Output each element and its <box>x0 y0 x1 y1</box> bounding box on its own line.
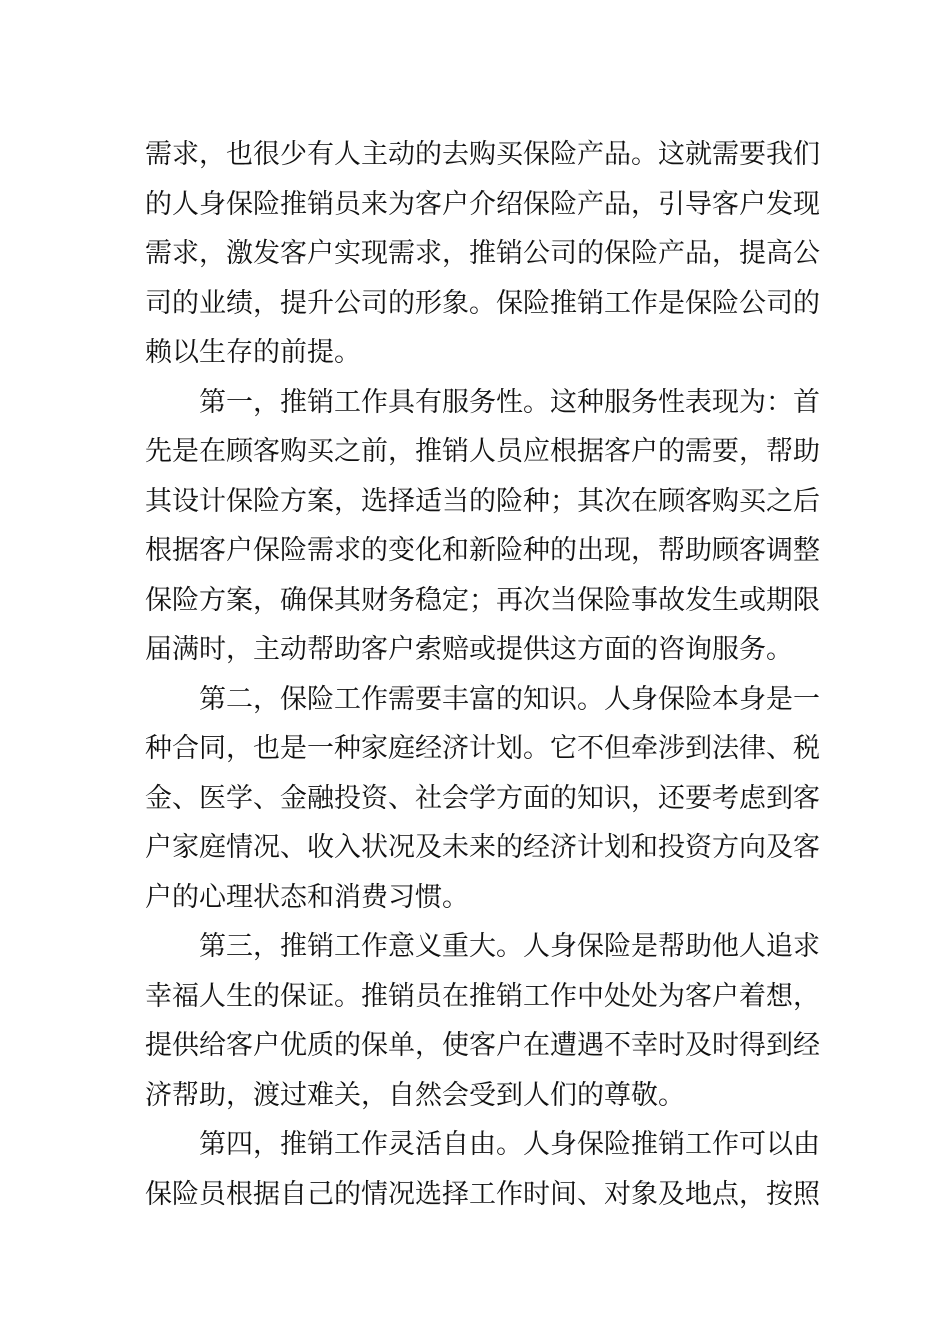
text-line: 户的心理状态和消费习惯。 <box>145 881 469 913</box>
text-line: 的人身保险推销员来为客户介绍保险产品，引导客户发现 <box>145 188 820 220</box>
text-line: 幸福人生的保证。推销员在推销工作中处处为客户着想， <box>145 980 820 1012</box>
text-line: 济帮助，渡过难关，自然会受到人们的尊敬。 <box>145 1079 685 1111</box>
text-line: 提供给客户优质的保单，使客户在遭遇不幸时及时得到经 <box>145 1030 820 1061</box>
text-line: 金、医学、金融投资、社会学方面的知识，还要考虑到客 <box>145 782 820 814</box>
text-line: 户家庭情况、收入状况及未来的经济计划和投资方向及客 <box>145 832 820 863</box>
text-line: 第三，推销工作意义重大。人身保险是帮助他人追求 <box>199 931 820 962</box>
text-line: 第一，推销工作具有服务性。这种服务性表现为：首 <box>199 386 820 418</box>
paragraph <box>145 675 820 923</box>
document-body <box>145 130 820 1219</box>
paragraph <box>145 922 820 1120</box>
text-line: 其设计保险方案，选择适当的险种；其次在顾客购买之后 <box>145 485 820 517</box>
text-line: 第四，推销工作灵活自由。人身保险推销工作可以由 <box>199 1129 820 1160</box>
text-line: 第二，保险工作需要丰富的知识。人身保险本身是一 <box>199 683 820 715</box>
text-line: 届满时，主动帮助客户索赔或提供这方面的咨询服务。 <box>145 634 793 665</box>
text-line: 种合同，也是一种家庭经济计划。它不但牵涉到法律、税 <box>145 733 820 764</box>
text-line: 司的业绩，提升公司的形象。保险推销工作是保险公司的 <box>145 287 820 319</box>
text-line: 需求，激发客户实现需求，推销公司的保险产品，提高公 <box>145 238 820 269</box>
paragraph <box>145 378 820 675</box>
paragraph <box>145 1120 820 1219</box>
text-line: 先是在顾客购买之前，推销人员应根据客户的需要，帮助 <box>145 436 820 467</box>
text-line: 赖以生存的前提。 <box>145 337 361 368</box>
text-line: 需求，也很少有人主动的去购买保险产品。这就需要我们 <box>145 139 820 170</box>
paragraph <box>145 130 820 378</box>
text-line: 根据客户保险需求的变化和新险种的出现，帮助顾客调整 <box>145 535 820 566</box>
text-line: 保险员根据自己的情况选择工作时间、对象及地点，按照 <box>145 1178 820 1210</box>
text-line: 保险方案，确保其财务稳定；再次当保险事故发生或期限 <box>145 584 820 616</box>
